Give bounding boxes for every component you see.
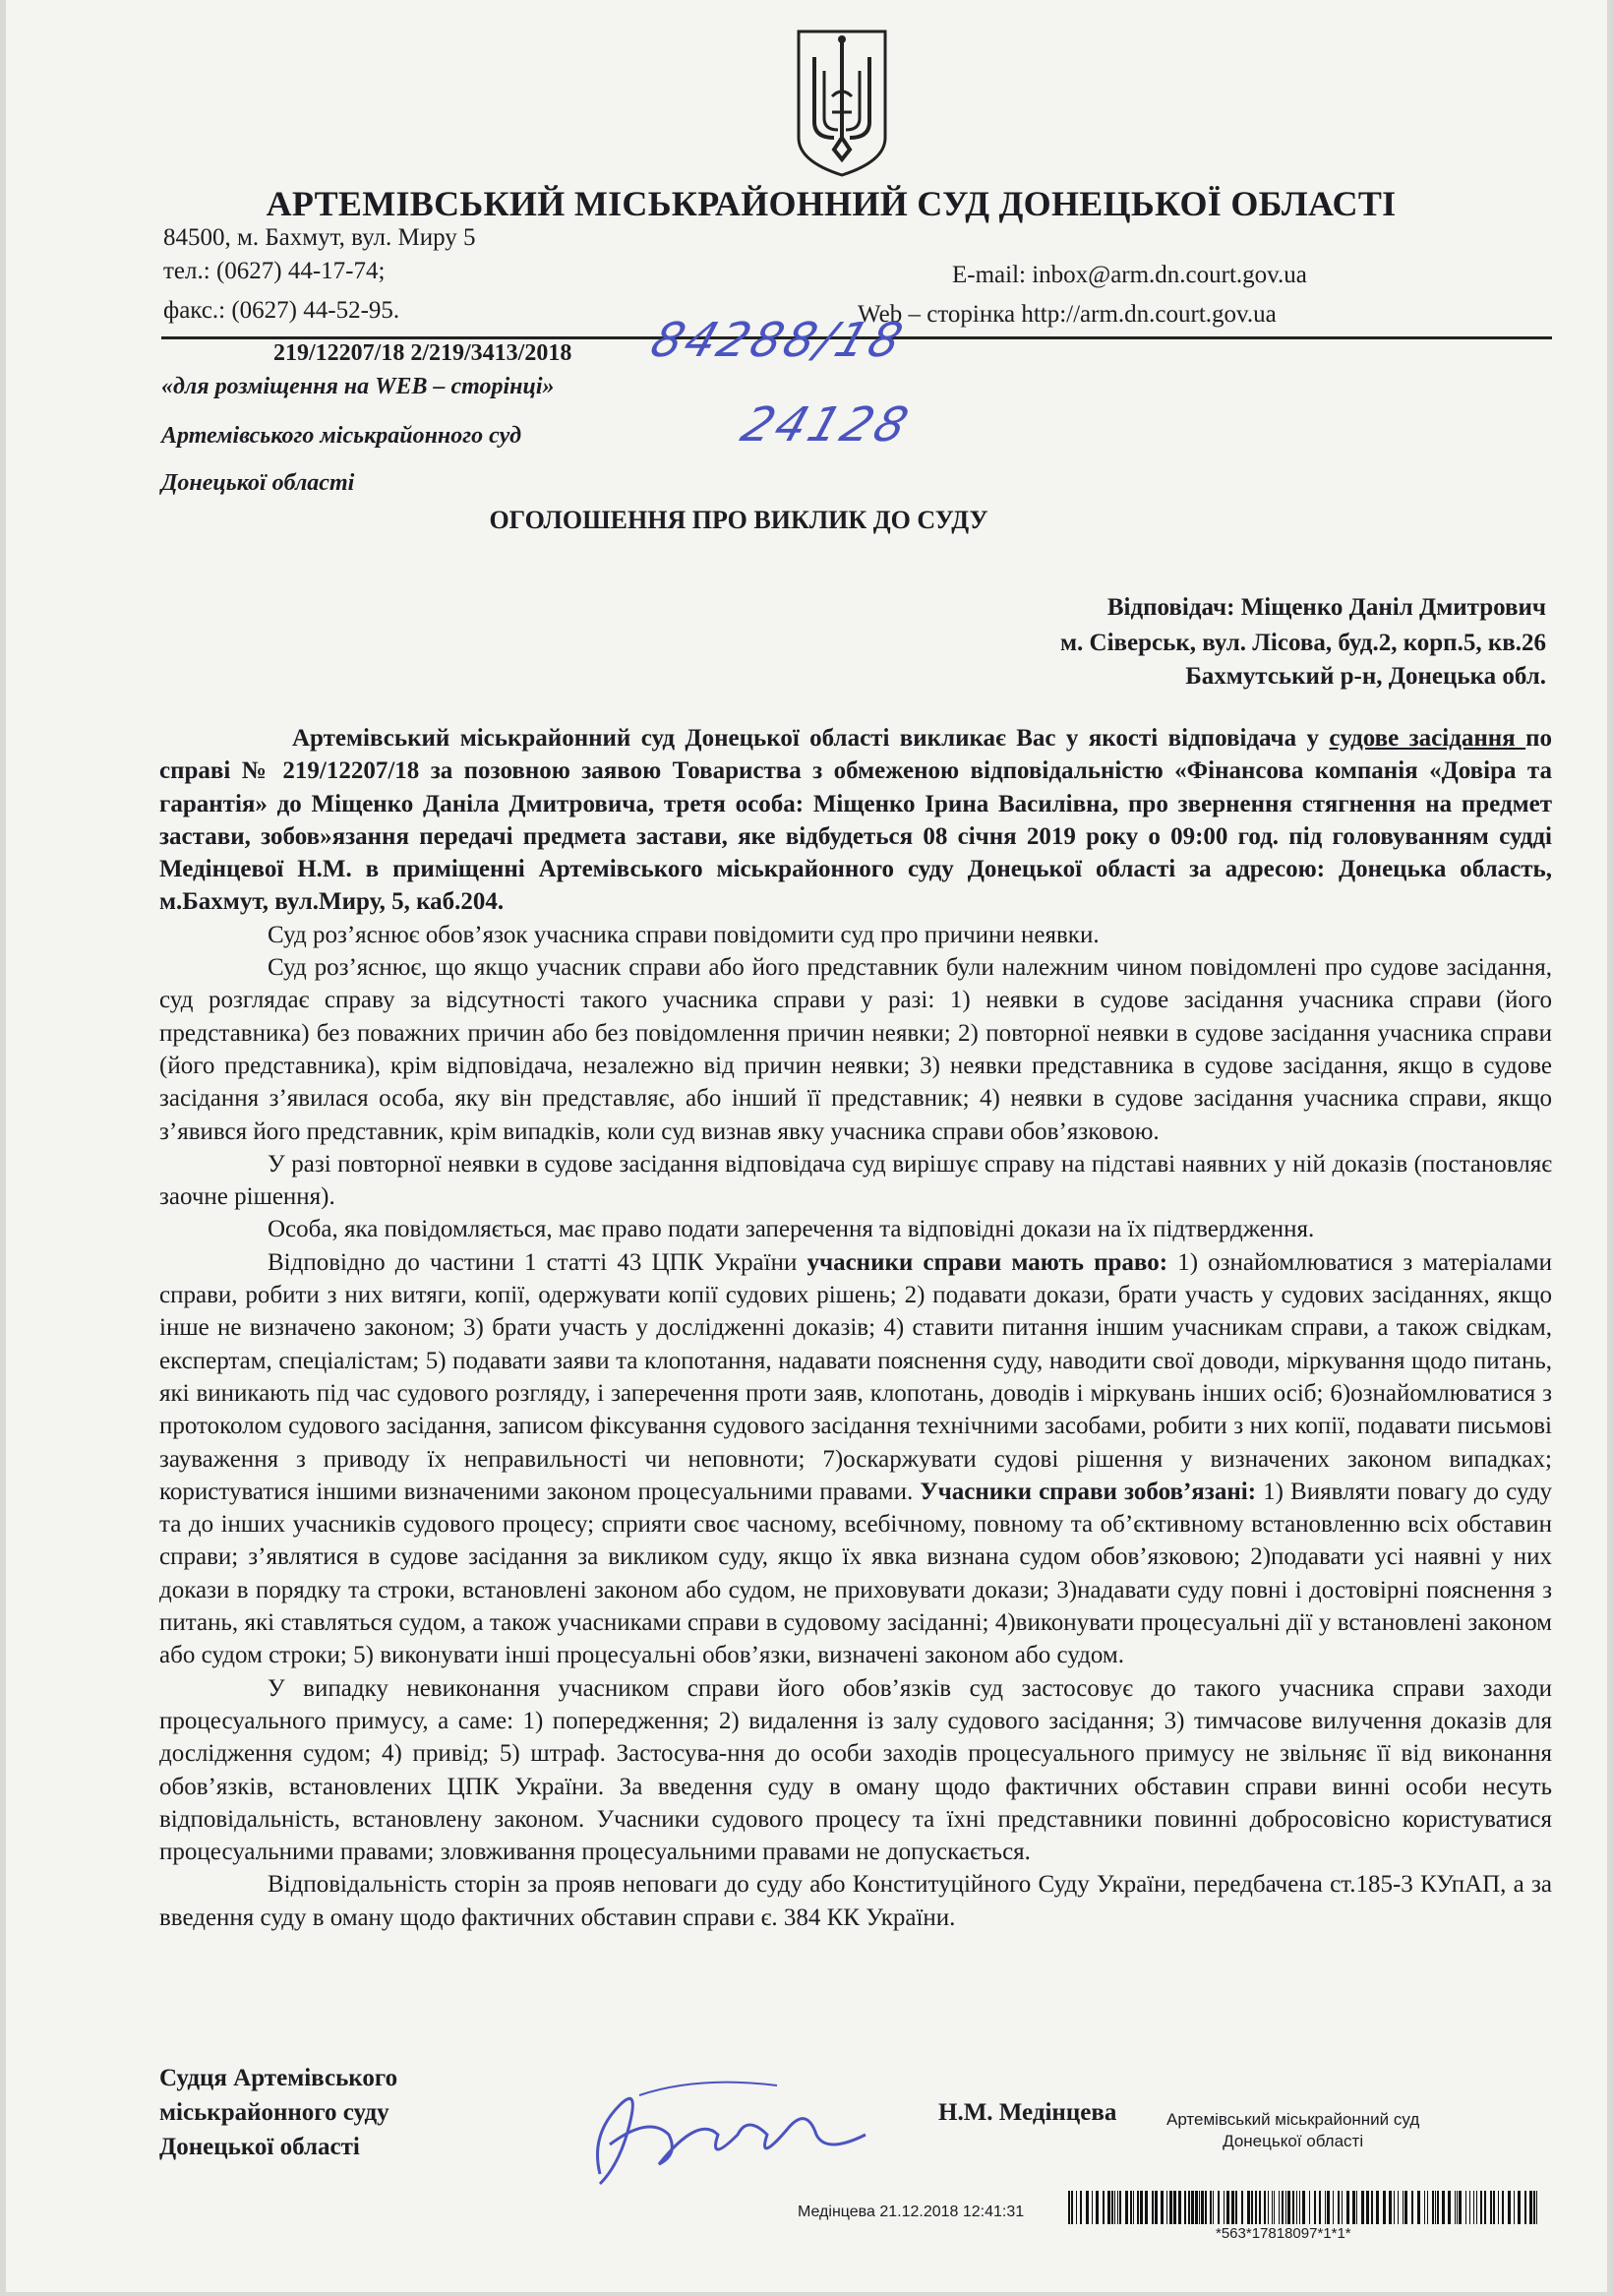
respondent-address: м. Сіверськ, вул. Лісова, буд.2, корп.5, кв.26 [1059,630,1546,656]
court-reference-line2: Донецької області [161,470,355,496]
handwritten-incoming-number: 24128 [734,397,918,453]
paragraph-absence-duty: Суд роз’яснює обов’язок учасника справи повідомити суд про причини неявки. [268,921,1100,948]
barcode-number: *563*17818097*1*1* [1216,2225,1351,2242]
paragraph-repeated-absence: У разі повторної неявки в судове засідання відповідача суд вирішує справу на підставі наявних у ній доказів (постановляє заочне рішення). [159,1150,1552,1211]
summons-paragraph: Артемівський міськрайонний суд Донецької області викликає Вас у якості відповідача у судове засідання по справі № 219/12207/18 за позовною заявою Товариства з обмеженою відповідальністю «Фінансова компанія «Довіра та гарантія» до Міщенко Даніла Дмитровича, третя особа: Міщенко Ірина Василівна, про звернення стягнення на предмет застави, зобов»язання передачі предмета застави, яке відбудеться 08 січня 2019 року о 09:00 год. під головуванням судді Медінцевої Н.М. в приміщенні Артемівського міськрайонного суду Донецької області за адресою: Донецька область, м.Бахмут, вул.Миру, 5, каб.204. [159,725,1552,916]
handwritten-signature [580,2076,875,2194]
notice-body [159,722,1552,1934]
respondent-name: Відповідач: Міщенко Даніл Дмитрович [1106,594,1546,621]
respondent-district: Бахмутський р-н, Донецька обл. [1185,663,1546,690]
paragraph-rights-duties: Відповідно до частини 1 статті 43 ЦПК України учасники справи мають право: 1) ознайомлюватися з матеріалами справи, робити з них витяги, копії, одержувати копії судових рішень; 2) подавати докази, брати участь у судових засіданнях, якщо інше не визначено законом; 3) брати участь у дослідженні доказів; 4) ставити питання іншим учасникам справи, а також свідкам, експертам, спеціалістам; 5) подавати заяви та клопотання, надавати пояснення суду, наводити свої доводи, міркування щодо питань, які виникають під час судового розгляду, і заперечення проти заяв, клопотань, доводів і міркувань інших осіб; 6)ознайомлюватися з протоколом судового засідання, записом фіксування судового засідання технічними засобами, робити з них копії, подавати письмові зауваження з приводу їх неправильності чи неповноти; 7)оскаржувати судові рішення у визначених законом випадках; користуватися іншими визначеними законом процесуальними правами. Учасники справи зобов’язані: 1) Виявляти повагу до суду та до інших учасників судового процесу; сприяти своє часному, всебічному, повному та об’єктивному встановленню всіх обставин справи; з’являтися в судове засідання за викликом суду, якщо їх явка визнана судом обов’язковою; 2)подавати усі наявні у них докази в порядку та строки, встановлені законом або судом, не приховувати докази; 3)надавати суду повні і достовірні пояснення з питань, які ставляться судом, а також учасниками справи в судовому засіданні; 4)виконувати процесуальні дії у встановлені законом або судом строки; 5) виконувати інші процесуальні обов’язки, визначені законом або судом. [159,1248,1553,1669]
registration-stamp: Медінцева 21.12.2018 12:41:31 [798,2204,1025,2220]
paragraph-absence-rules: Суд роз’яснює, що якщо учасник справи або його представник були належним чином повідомлені про судове засідання, суд розглядає справу за відсутності такого учасника справи у разі: 1) неявки в судове засідання учасника справи (його представника) без поважних причин або без повідомлення причин неявки; 2) повторної неявки в судове засідання учасника справи (його представника), крім відповідача, незалежно від причин неявки; 3) неявки представника в судове засідання, якщо в судове засідання з’явилася особа, яку він представляє, або інший її представник; 4) неявки в судове засідання учасника справи, якщо з’явився його представник, крім випадків, коли суд визнав явку учасника справи обов’язковою. [159,954,1552,1145]
court-reference-line1: Артемівського міськрайонного суд [161,423,522,449]
paragraph-coercion-measures: У випадку невиконання учасником справи його обов’язків суд застосовує до такого учасника справи заходи процесуального примусу, а саме: 1) попередження; 2) видалення із залу судового засідання; 3) тимчасове вилучення доказів для дослідження судом; 4) привід; 5) штраф. Застосува-ння до особи заходів процесуального примусу не звільняє її від виконання обов’язків, встановлених ЦПК України. За введення суду в оману щодо фактичних обставин справи винні особи несуть відповідальність, встановлену законом. Учасники судового процесу та їхні представники повинні добросовісно користуватися процесуальними правами; зловживання процесуальними правами не допускається. [159,1674,1552,1866]
web-placement-note: «для розміщення на WEB – сторінці» [161,374,555,399]
court-phone: тел.: (0627) 44-17-74; [163,258,386,284]
court-website: Web – сторінка http://arm.dn.court.gov.ua [858,301,1277,328]
coat-of-arms-icon [793,28,891,177]
court-email: E-mail: inbox@arm.dn.court.gov.ua [952,262,1307,288]
court-fax: факс.: (0627) 44-52-95. [163,297,400,324]
document-page [6,0,1607,2292]
paragraph-objection-right: Особа, яка повідомляється, має право подати заперечення та відповідні докази на їх підтвердження. [268,1216,1315,1243]
stamp-court-name: Артемівський міськрайонний суд Донецької області [1166,2110,1420,2150]
judge-name: Н.М. Медінцева [938,2099,1117,2126]
handwritten-registration-number: 84288/18 [643,313,913,368]
barcode-icon [1068,2191,1540,2224]
notice-title: ОГОЛОШЕННЯ ПРО ВИКЛИК ДО СУДУ [489,506,988,534]
case-numbers: 219/12207/18 2/219/3413/2018 [273,340,572,366]
paragraph-liability: Відповідальність сторін за прояв неповаги до суду або Конституційного Суду України, передбачена ст.185-3 КУпАП, а за введення суду в оману щодо фактичних обставин справи є. 384 КК України. [159,1871,1552,1931]
court-address: 84500, м. Бахмут, вул. Миру 5 [163,224,476,251]
signatory-block: Судця Артемівського міськрайонного суду Донецької області [159,2065,398,2160]
court-name: АРТЕМІВСЬКИЙ МІСЬКРАЙОННИЙ СУД ДОНЕЦЬКОЇ ОБЛАСТІ [266,184,1397,223]
